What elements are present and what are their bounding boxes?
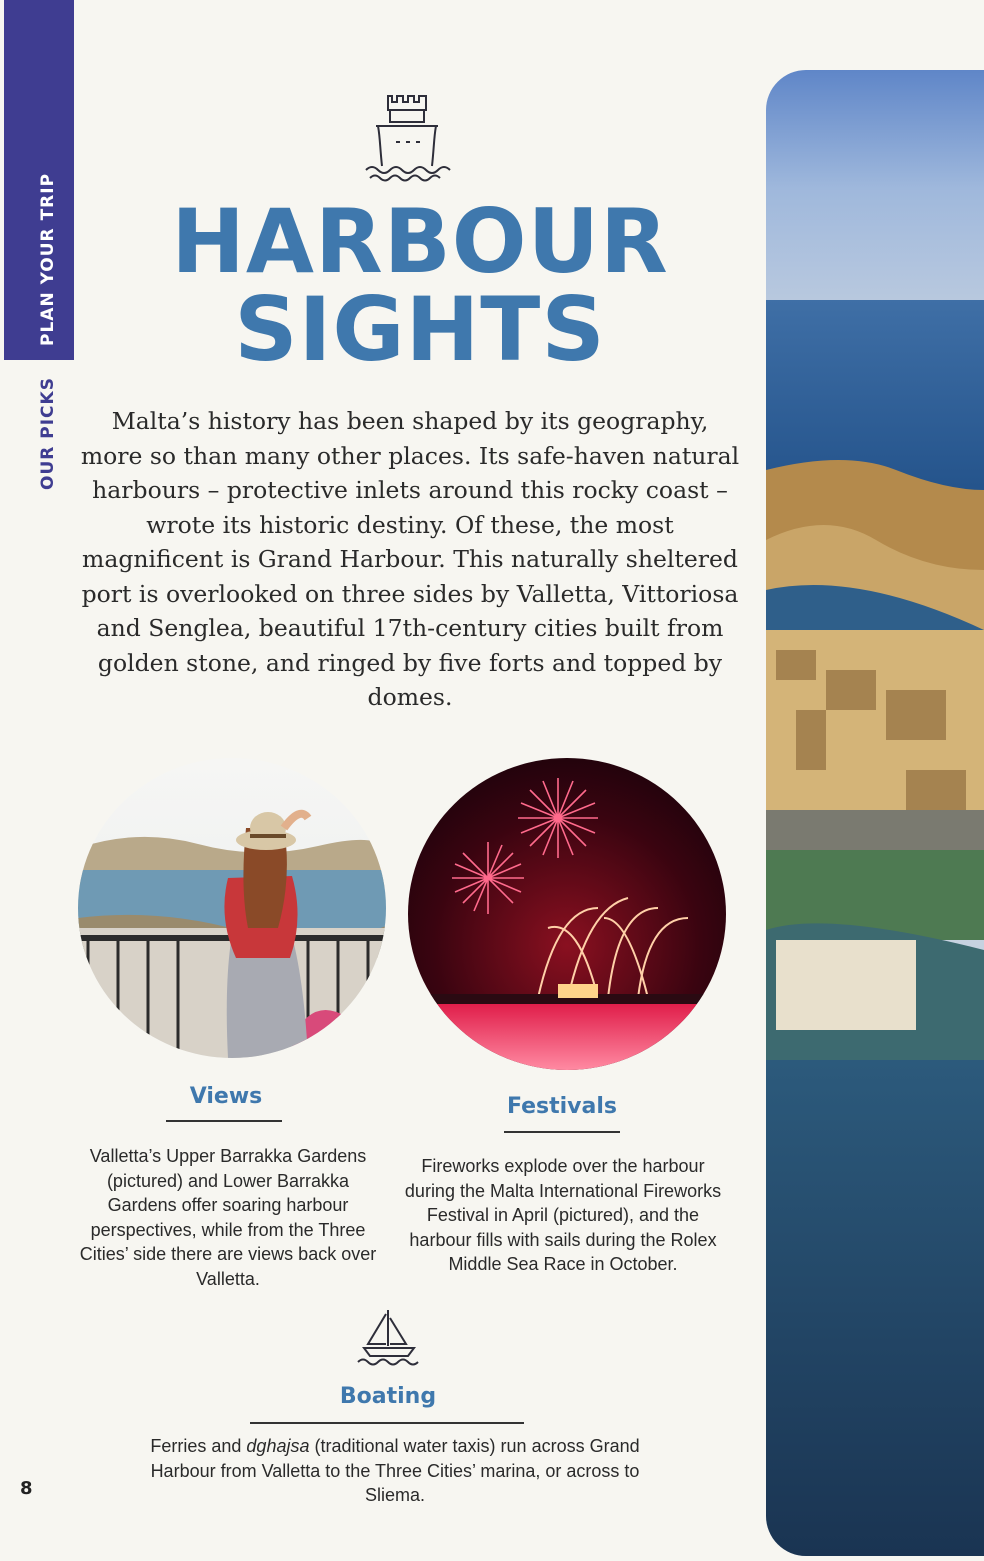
festivals-photo [408, 758, 726, 1070]
boating-text-start: Ferries and [150, 1436, 247, 1456]
views-divider [166, 1120, 282, 1122]
festivals-description: Fireworks explode over the harbour during the Malta International Fireworks Festival in April (pictured), and the harbour fills with sails during the Rolex Middle Sea Race in October. [404, 1156, 722, 1274]
views-description: Valletta’s Upper Barrakka Gardens (pictured) and Lower Barrakka Gardens offer soaring harbour perspectives, while from the Three Cities’ side there are views back over Valletta. [79, 1146, 377, 1289]
boating-heading: Boating [339, 1384, 437, 1409]
castle-on-waves-icon [360, 92, 454, 184]
page-title-line-1: HARBOUR [171, 190, 669, 293]
boating-term: dghajsa [246, 1436, 310, 1456]
views-heading: Views [189, 1084, 263, 1109]
section-label: PLAN YOUR TRIP [38, 172, 58, 346]
boating-description [130, 1434, 660, 1508]
boating-text-end: (traditional water taxis) run across Grand Harbour from Valletta to the Three Cities’ marina, or across to Sliema. [150, 1436, 640, 1505]
intro-paragraph: Malta’s history has been shaped by its geography, more so than many other places. Its safe-haven natural harbours – protective inlets around this rocky coast – wrote its historic destiny. Of these, the most magnificent is Grand Harbour. This naturally sheltered port is overlooked on three sides by Valletta, Vittoriosa and Senglea, beautiful 17th-century cities built from golden stone, and ringed by five forts and topped by domes. [80, 407, 740, 711]
festivals-divider [504, 1131, 620, 1133]
grand-harbour-photo [766, 70, 984, 1556]
page-number: 8 [20, 1478, 33, 1499]
views-photo [78, 758, 386, 1058]
page-title-line-2: SIGHTS [234, 278, 606, 381]
boating-divider [250, 1422, 524, 1424]
festivals-heading: Festivals [506, 1094, 618, 1119]
subsection-label: OUR PICKS [38, 377, 58, 490]
sailboat-on-waves-icon [354, 1306, 424, 1370]
